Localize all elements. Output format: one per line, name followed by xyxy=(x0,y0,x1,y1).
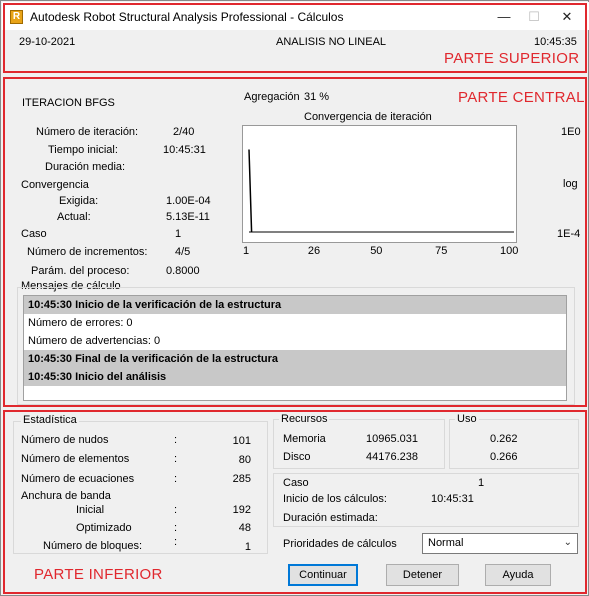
aggregation-value: 31 % xyxy=(304,91,330,103)
disk-usage-value: 0.266 xyxy=(490,451,518,463)
message-row[interactable]: 10:45:30 Final de la verificación de la estructura xyxy=(24,350,566,368)
initial-value: 192 xyxy=(232,504,251,516)
x-tick-label: 1 xyxy=(243,245,250,257)
disk-value: 44176.238 xyxy=(366,451,418,463)
bottom-section-label: PARTE INFERIOR xyxy=(34,566,163,583)
disk-label: Disco xyxy=(283,451,311,463)
case-value: 1 xyxy=(175,228,182,240)
chart-title: Convergencia de iteración xyxy=(304,111,432,123)
process-param-value: 0.8000 xyxy=(166,265,200,277)
calc-start-value: 10:45:31 xyxy=(431,493,474,505)
analysis-mode-text: ANALISIS NO LINEAL xyxy=(276,36,387,48)
case-label: Caso xyxy=(21,228,47,240)
start-time-label: Tiempo inicial: xyxy=(48,144,118,156)
x-tick-label: 100 xyxy=(500,245,519,257)
calc-case-value: 1 xyxy=(478,477,485,489)
elements-value: 80 xyxy=(238,454,251,466)
date-text: 29-10-2021 xyxy=(19,36,76,48)
message-row[interactable]: Número de advertencias: 0 xyxy=(28,335,161,347)
message-row[interactable]: 10:45:30 Inicio del análisis xyxy=(24,368,566,386)
maximize-icon: ☐ xyxy=(528,9,540,24)
initial-label: Inicial xyxy=(76,504,105,516)
priority-select[interactable] xyxy=(422,533,578,554)
time-text: 10:45:35 xyxy=(534,36,577,48)
x-tick-label: 75 xyxy=(435,245,448,257)
continue-button[interactable]: Continuar xyxy=(288,564,358,586)
optimized-label: Optimizado xyxy=(76,522,132,534)
start-time-value: 10:45:31 xyxy=(163,144,206,156)
y-scale-label: log xyxy=(563,178,578,190)
y-top-label: 1E0 xyxy=(561,126,581,138)
x-tick-label: 26 xyxy=(307,245,321,257)
messages-label: Mensajes de cálculo xyxy=(21,280,121,292)
optimized-sep: : xyxy=(174,522,178,534)
nodes-label: Número de nudos xyxy=(21,434,109,446)
iteration-label: Número de iteración: xyxy=(36,126,139,138)
equations-sep: : xyxy=(174,473,178,485)
actual-value: 5.13E-11 xyxy=(166,211,210,223)
statistics-title: Estadística xyxy=(23,414,77,426)
usage-title: Uso xyxy=(457,413,477,425)
blocks-value: 1 xyxy=(244,541,251,553)
convergence-series-line xyxy=(249,149,252,232)
iteration-value: 2/40 xyxy=(173,126,195,138)
calc-start-label: Inicio de los cálculos: xyxy=(283,493,387,505)
priority-label: Prioridades de cálculos xyxy=(283,538,397,550)
resources-title: Recursos xyxy=(281,413,328,425)
top-section-label: PARTE SUPERIOR xyxy=(444,50,580,67)
required-label: Exigida: xyxy=(59,195,99,207)
priority-selected-value: Normal xyxy=(428,537,464,549)
center-section-label: PARTE CENTRAL xyxy=(458,89,585,106)
message-row[interactable]: Número de errores: 0 xyxy=(28,317,133,329)
x-tick-label: 50 xyxy=(370,245,383,257)
memory-label: Memoria xyxy=(283,433,326,445)
increments-label: Número de incrementos: xyxy=(27,246,148,258)
average-duration-label: Duración media: xyxy=(45,161,126,173)
convergence-chart-svg xyxy=(243,126,516,242)
convergence-label: Convergencia xyxy=(21,179,89,191)
required-value: 1.00E-04 xyxy=(166,195,211,207)
nodes-value: 101 xyxy=(232,435,251,447)
actual-label: Actual: xyxy=(57,211,91,223)
equations-label: Número de ecuaciones xyxy=(21,473,135,485)
optimized-value: 48 xyxy=(238,522,251,534)
minimize-icon: — xyxy=(497,9,511,24)
calc-case-label: Caso xyxy=(283,477,309,489)
close-icon: ✕ xyxy=(561,9,573,24)
stop-button[interactable]: Detener xyxy=(386,564,459,586)
aggregation-label: Agregación xyxy=(244,91,300,103)
increments-value: 4/5 xyxy=(175,246,191,258)
chevron-down-icon: ⌄ xyxy=(563,537,572,548)
elements-label: Número de elementos xyxy=(21,453,130,465)
memory-usage-value: 0.262 xyxy=(490,433,518,445)
robot-app-icon: R xyxy=(10,10,23,24)
memory-value: 10965.031 xyxy=(366,433,418,445)
estimated-duration-label: Duración estimada: xyxy=(283,512,378,524)
message-row[interactable]: 10:45:30 Inicio de la verificación de la estructura xyxy=(24,296,566,314)
elements-sep: : xyxy=(174,453,178,465)
initial-sep: : xyxy=(174,504,178,516)
equations-value: 285 xyxy=(232,473,251,485)
blocks-sep: : xyxy=(174,536,178,548)
help-button[interactable]: Ayuda xyxy=(485,564,551,586)
process-param-label: Parám. del proceso: xyxy=(31,265,130,277)
y-bottom-label: 1E-4 xyxy=(557,228,581,240)
nodes-sep: : xyxy=(174,434,178,446)
messages-list[interactable] xyxy=(23,295,567,401)
window-title: Autodesk Robot Structural Analysis Professional - Cálculos xyxy=(30,10,344,24)
convergence-chart xyxy=(242,125,517,243)
method-label: ITERACION BFGS xyxy=(22,97,115,109)
bandwidth-label: Anchura de banda xyxy=(21,490,111,502)
blocks-label: Número de bloques: xyxy=(43,540,143,552)
